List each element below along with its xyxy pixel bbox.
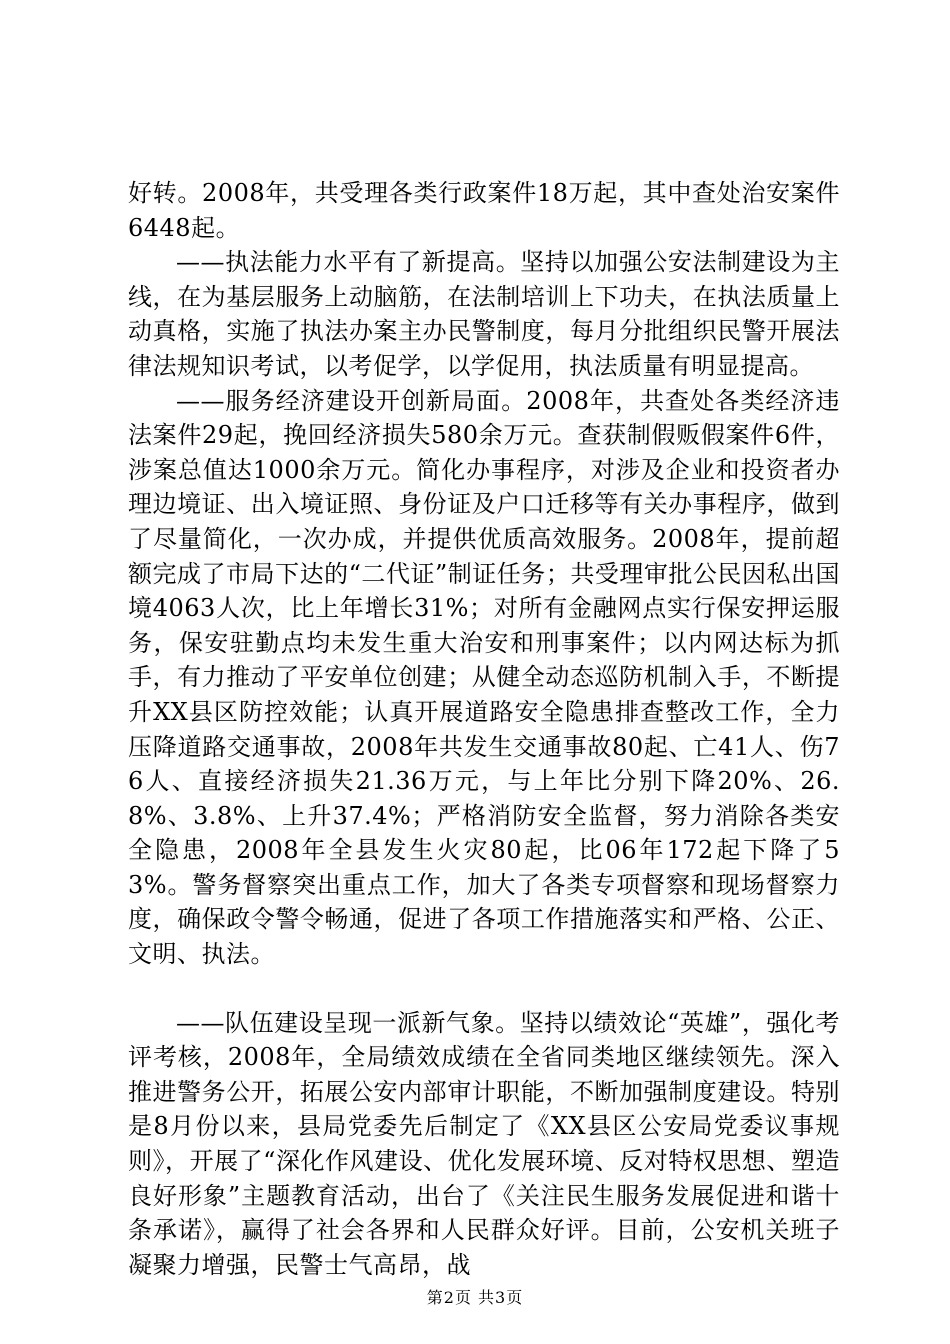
paragraph-team-building: ——队伍建设呈现一派新气象。坚持以绩效论“英雄”，强化考评考核，2008年，全局绩效成绩在全省同类地区继续领先。深入推进警务公开，拓展公安内部审计职能，不断加强制度建设。特别是8月份以来，县局党委先后制定了《XX县区公安局党委议事规则》，开展了“深化作风建设、优化发展环境、反对特权思想、塑造良好形象”主题教育活动，出台了《关注民生服务发展促进和谐十条承诺》，赢得了社会各界和人民群众好评。目前，公安机关班子凝聚力增强，民警士气高昂，战 [128, 1008, 840, 1279]
paragraph-continuation: 好转。2008年，共受理各类行政案件18万起，其中查处治安案件6448起。 [128, 179, 840, 242]
paragraph-economic-service: ——服务经济建设开创新局面。2008年，共查处各类经济违法案件29起，挽回经济损失580余万元。查获制假贩假案件6件，涉案总值达1000余万元。简化办事程序，对涉及企业和投资者办理边境证、出入境证照、身份证及户口迁移等有关办事程序，做到了尽量简化，一次办成，并提供优质高效服务。2008年，提前超额完成了市局下达的“二代证”制证任务；共受理审批公民因私出国境4063人次，比上年增长31%；对所有金融网点实行保安押运服务，保安驻勤点均未发生重大治安和刑事案件；以内网达标为抓手，有力推动了平安单位创建；从健全动态巡防机制入手，不断提升XX县区防控效能；认真开展道路安全隐患排查整改工作，全力压降道路交通事故，2008年共发生交通事故80起、亡41人、伤76人、直接经济损失21.36万元，与上年比分别下降20%、26.8%、3.8%、上升37.4%；严格消防安全监督，努力消除各类安全隐患，2008年全县发生火灾80起，比06年172起下降了53%。警务督察突出重点工作，加大了各类专项督察和现场督察力度，确保政令警令畅通，促进了各项工作措施落实和严格、公正、文明、执法。 [128, 386, 840, 969]
document-body [128, 176, 840, 1282]
paragraph-law-enforcement: ——执法能力水平有了新提高。坚持以加强公安法制建设为主线，在为基层服务上动脑筋，在法制培训上下功夫，在执法质量上动真格，实施了执法办案主办民警制度，每月分批组织民警开展法律法规知识考试，以考促学，以学促用，执法质量有明显提高。 [128, 248, 840, 380]
page-number-footer: 第2页 共3页 [426, 1288, 524, 1307]
